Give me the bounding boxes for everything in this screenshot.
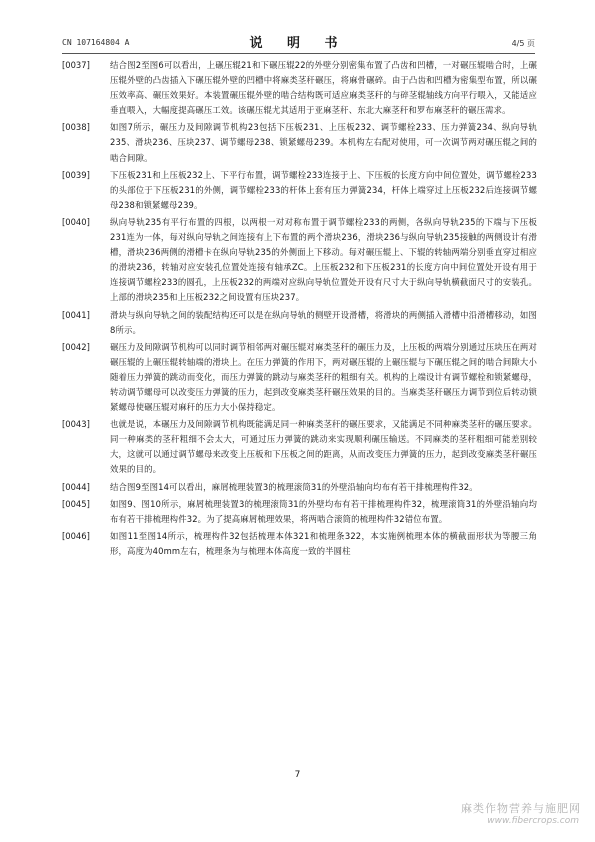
paragraph-text: 如图11至图14所示，梳理构件32包括梳理本体321和梳理条322，本实施例梳理本体的横截面形状为等腰三角形，高度为40mm左右，梳理条为与梳理本体高度一致的半圆柱 bbox=[110, 530, 537, 556]
paragraph bbox=[62, 497, 537, 527]
page-header bbox=[62, 32, 535, 52]
paragraph bbox=[62, 480, 537, 495]
paragraph-number: [0046] bbox=[62, 530, 90, 541]
paragraph bbox=[62, 308, 537, 338]
paragraph bbox=[62, 340, 537, 415]
paragraph-number: [0040] bbox=[62, 216, 90, 227]
paragraph-text: 纵向导轨235有平行布置的四根，以两根一对对称布置于调节螺栓233的两侧，各纵向导轨235的下端与下压板231连为一体，每对纵向导轨之间连接有上下布置的两个滑块236，滑块236与纵向导轨235接触的两侧设计有滑槽，滑块236两侧的滑槽卡在纵向导轨235的外侧面上下移动。每对碾压辊上、下辊的转轴两端分别垂直穿过相应的滑块236，转轴对应安装孔位置处连接有轴承ZC。上压板232和下压板231的长度方向中间位置处开设有用于连接调节螺栓233的圆孔，上压板232的两端对应纵向导轨位置处开设有尺寸大于纵向导轨横截面尺寸的安装孔。上部的滑块235和上压板232之间设置有压块237。 bbox=[110, 216, 537, 303]
paragraph-number: [0043] bbox=[62, 419, 90, 430]
paragraph-number: [0045] bbox=[62, 498, 90, 509]
paragraph bbox=[62, 215, 537, 306]
document-id: CN 107164804 A bbox=[62, 38, 130, 47]
document-body bbox=[62, 58, 537, 561]
paragraph bbox=[62, 58, 537, 118]
paragraph-text: 碾压力及间隙调节机构可以同时调节相邻两对碾压辊对麻类茎秆的碾压力及，上压板的两端分别通过压块压在两对碾压辊的上碾压辊转轴端的滑块上。在压力弹簧的作用下，两对碾压辊的上碾压辊与下碾压辊之间的啮合间隙大小随着压力弹簧的跳动而变化，而压力弹簧的跳动与麻类茎秆的粗细有关。机构的上端设计有调节螺栓和锁紧螺母，转动调节螺母可以改变压力弹簧的压力，起到改变麻类茎秆碾压效果的目的。当麻类茎秆碾压力调节到位后转动锁紧螺母使碾压辊对麻秆的压力大小保持稳定。 bbox=[110, 341, 537, 413]
watermark-url: www.fibercrops.com bbox=[487, 816, 579, 826]
paragraph-text: 结合图2至图6可以看出，上碾压辊21和下碾压辊22的外壁分别密集布置了凸齿和凹槽，一对碾压辊啮合时，上碾压辊外壁的凸齿插入下碾压辊外壁的凹槽中将麻类茎秆碾压，将麻骨碾碎。由于凸齿和凹槽为密集型布置，所以碾压效率高、碾压效果好。本装置碾压辊外壁的啮合结构既可适应麻类茎秆的与碎茎辊轴线方向平行喂入，又能适应垂直喂入，大幅度提高碾压工效。该碾压辊尤其适用于亚麻茎秆、东北大麻茎秆和罗布麻茎秆的碾压需求。 bbox=[110, 60, 537, 116]
paragraph-text: 如图7所示，碾压力及间隙调节机构23包括下压板231、上压板232、调节螺栓233、压力弹簧234、纵向导轨235、滑块236、压块237、调节螺母238、锁紧螺母239。本机构左右配对使用，可一次调节两对碾压辊之间的啮合间隙。 bbox=[110, 122, 537, 163]
paragraph bbox=[62, 529, 537, 559]
paragraph-number: [0041] bbox=[62, 309, 90, 320]
paragraph-number: [0044] bbox=[62, 481, 90, 492]
paragraph-text: 结合图9至图14可以看出，麻屑梳理装置3的梳理滚筒31的外壁沿轴向均布有若干排梳理构件32。 bbox=[110, 481, 478, 492]
paragraph-number: [0037] bbox=[62, 60, 90, 70]
paragraph bbox=[62, 417, 537, 477]
paragraph-number: [0039] bbox=[62, 169, 90, 180]
watermark-site-name: 麻类作物营养与施肥网 bbox=[461, 802, 581, 815]
paragraph bbox=[62, 168, 537, 213]
paragraph-number: [0042] bbox=[62, 341, 90, 352]
paragraph-text: 也就是说，本碾压力及间隙调节机构既能满足同一种麻类茎秆的碾压要求，又能满足不同种麻类茎秆的碾压要求。同一种麻类的茎秆粗细不会太大，可通过压力弹簧的跳动来实现顺利碾压输送。不同麻类的茎秆粗细可能差别较大，这就可以通过调节螺母来改变上压板和下压板之间的距离，从而改变压力弹簧的压力，起到改变麻类茎秆碾压效果的目的。 bbox=[110, 419, 537, 475]
page-reference: 4/5 页 bbox=[511, 39, 535, 48]
paragraph-text: 滑块与纵向导轨之间的装配结构还可以是在纵向导轨的侧壁开设滑槽，将滑块的两侧插入滑槽中沿滑槽移动，如图8所示。 bbox=[110, 309, 537, 335]
paragraph-number: [0038] bbox=[62, 122, 90, 133]
paragraph bbox=[62, 120, 537, 165]
header-rule bbox=[62, 53, 535, 54]
document-title: 说 明 书 bbox=[249, 36, 348, 51]
paragraph-text: 如图9、图10所示，麻屑梳理装置3的梳理滚筒31的外壁均布有若干排梳理构件32，梳理滚筒31的外壁沿轴向均布有若干排梳理构件32。为了提高麻屑梳理效果，将两啮合滚筒的梳理构件32错位布置。 bbox=[110, 498, 537, 524]
paragraph-text: 下压板231和上压板232上、下平行布置，调节螺栓233连接于上、下压板的长度方向中间位置处，调节螺栓233的头部位于下压板231的外侧，调节螺栓233的杆体上套有压力弹簧234，杆体上端穿过上压板232后连接调节螺母238和锁紧螺母239。 bbox=[110, 169, 537, 210]
page-number: 7 bbox=[294, 770, 301, 780]
